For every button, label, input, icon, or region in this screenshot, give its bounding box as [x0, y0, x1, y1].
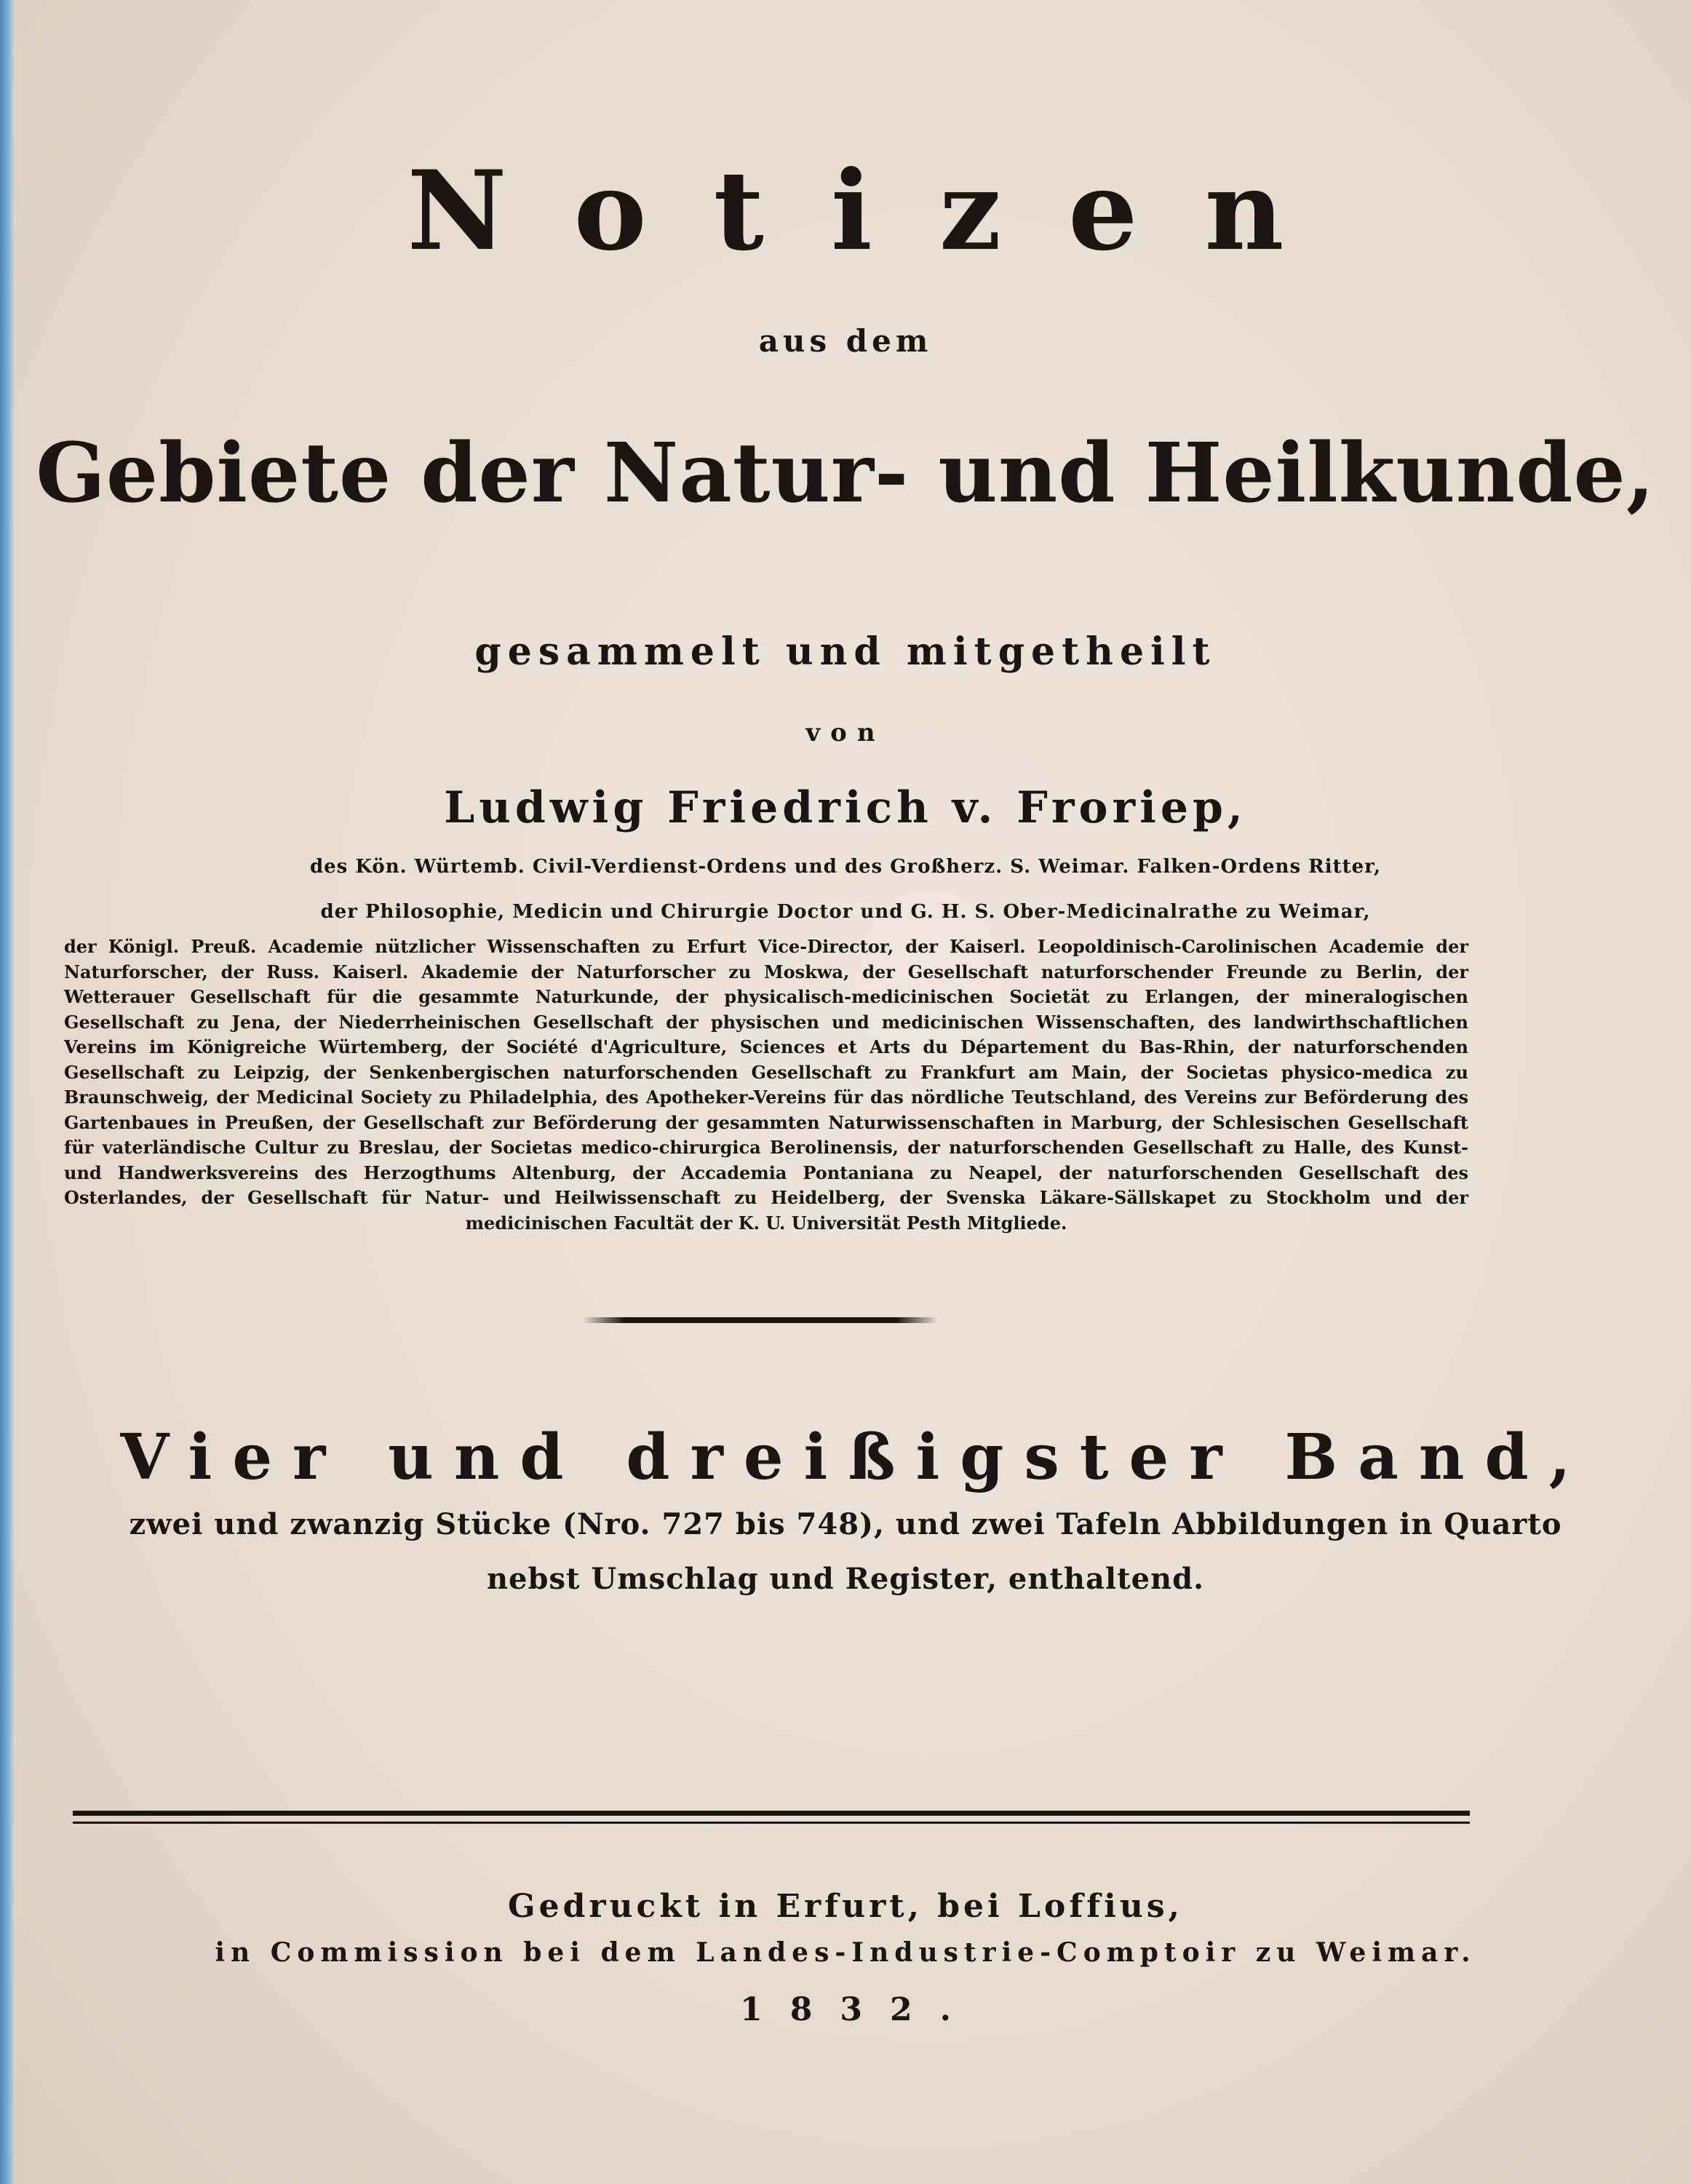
subtitle: Gebiete der Natur- und Heilkunde, [36, 426, 1655, 521]
author-orders-line-2: der Philosophie, Medicin und Chirurgie Doctor und G. H. S. Ober-Medicinalrathe zu Weimar, [320, 901, 1371, 923]
author-memberships: der Königl. Preuß. Academie nützlicher Wissenschaften zu Erfurt Vice-Director, der Kaiserl. Leopoldinisch-Carolinischen Academie der Naturforscher, der Russ. Kaiserl. Akademie der Naturforscher zu Moskwa, der Gesellschaft naturforschender Freunde zu Berlin, der Wetterauer Gesellschaft für die gesammte Naturkunde, der physicalisch-medicinischen Societät zu Erlangen, der mineralogischen Gesellschaft zu Jena, der Niederrheinischen Gesellschaft der physischen und medicinischen Wissenschaften, des landwirthschaftlichen Vereins im Königreiche Würtemberg, der Société d'Agriculture, Sciences et Arts du Département du Bas-Rhin, der naturforschenden Gesellschaft zu Leipzig, der Senkenbergischen naturforschenden Gesellschaft zu Frankfurt am Main, der Societas physico-medica zu Braunschweig, der Medicinal Society zu Philadelphia, des Apotheker-Vereins für das nördliche Teutschland, des Vereins zur Beförderung des Gartenbaues in Preußen, der Gesellschaft zur Beförderung der gesammten Naturwissenschaften in Marburg, der Schlesischen Gesellschaft für vaterländische Cultur zu Breslau, der Societas medico-chirurgica Berolinensis, der naturforschenden Gesellschaft zu Halle, des Kunst- und Handwerksvereins des Herzogthums Altenburg, der Accademia Pontaniana zu Neapel, der naturforschenden Gesellschaft des Osterlandes, der Gesellschaft für Natur- und Heilwissenschaft zu Heidelberg, der Svenska Läkare-Sällskapet zu Stockholm und der medicinischen Facultät der K. U. Universität Pesth Mitgliede. [64, 936, 1468, 1234]
volume-contents-line-1: zwei und zwanzig Stücke (Nro. 727 bis 748), und zwei Tafeln Abbildungen in Quarto [129, 1507, 1562, 1541]
commission-line: in Commission bei dem Landes-Industrie-Comptoir zu Weimar. [215, 1937, 1476, 1968]
volume-title: Vier und dreißigster Band, [120, 1421, 1591, 1494]
double-rule-thin [73, 1822, 1470, 1824]
author-name: Ludwig Friedrich v. Froriep, [444, 782, 1247, 833]
ornamental-rule [582, 1317, 939, 1323]
author-orders-line-1: des Kön. Würtemb. Civil-Verdienst-Ordens und des Großherz. S. Weimar. Falken-Ordens Ritter, [309, 856, 1382, 878]
publication-year: 1832. [740, 1991, 979, 2028]
printer-line: Gedruckt in Erfurt, bei Loffius, [508, 1888, 1183, 1925]
double-rule-thick [73, 1811, 1470, 1816]
gesammelt-text: gesammelt und mitgetheilt [474, 630, 1217, 674]
volume-contents-line-2: nebst Umschlag und Register, enthaltend. [486, 1562, 1205, 1596]
von-text: von [805, 718, 886, 747]
aus-dem-text: aus dem [758, 323, 933, 359]
main-title: Notizen [407, 147, 1351, 275]
